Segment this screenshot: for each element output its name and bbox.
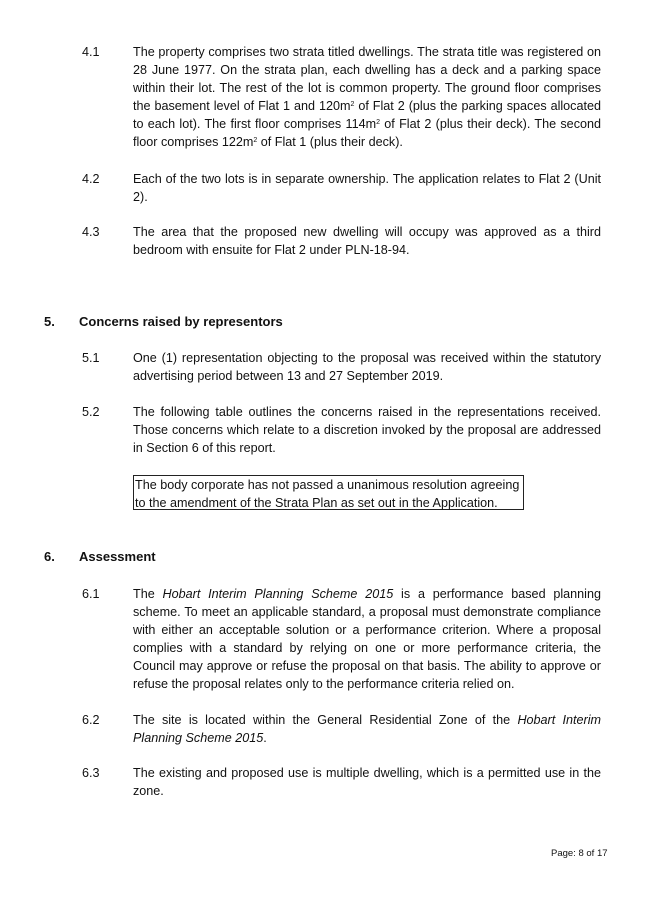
concerns-table-cell: The body corporate has not passed a unanimous resolution agreeing to the amendment of the Strata Plan as set out in the Application. [133,475,524,510]
paragraph-text: The existing and proposed use is multiple dwelling, which is a permitted use in the zone. [133,766,601,798]
section-6-title: Assessment [79,549,156,564]
section-5-title: Concerns raised by representors [79,314,283,329]
paragraph-text: The property comprises two strata titled dwellings. The strata title was registered on 28 June 1977. On the strata plan, each dwelling has a deck and a parking space within their lot. The rest of the lot is common property. The ground floor comprises the basement level of Flat 1 and $120m^2$ of Flat 2 (plus the parking spaces allocated to each lot). The first floor comprises $114m^2$ of Flat 2 (plus their deck). The second floor comprises $122m^2$ of Flat 1 (plus their deck). [133,45,601,149]
paragraph-number: 6.1 [82,587,100,601]
paragraph-text: The site is located within the General Residential Zone of the Hobart Interim Planning Scheme 2015. [133,713,601,745]
paragraph-number: 6.3 [82,766,100,780]
paragraph-number: 4.3 [82,225,100,239]
page-number: Page: 8 of 17 [551,848,608,859]
scheme-title: Hobart Interim Planning Scheme 2015 [133,713,601,745]
paragraph-number: 5.2 [82,405,100,419]
paragraph-number: 4.2 [82,172,100,186]
paragraph-text: The following table outlines the concerns raised in the representations received. Those concerns which relate to a discretion invoked by the proposal are addressed in Section 6 of this report. [133,405,601,455]
paragraph-text: Each of the two lots is in separate ownership. The application relates to Flat 2 (Unit 2). [133,172,601,204]
scheme-title: Hobart Interim Planning Scheme 2015 [162,587,394,601]
paragraph-text: One (1) representation objecting to the proposal was received within the statutory advertising period between 13 and 27 September 2019. [133,351,601,383]
paragraph-text: The area that the proposed new dwelling will occupy was approved as a third bedroom with ensuite for Flat 2 under PLN-18-94. [133,225,601,257]
paragraph-number: 4.1 [82,45,100,59]
paragraph-number: 6.2 [82,713,100,727]
section-6-number: 6. [44,549,55,564]
section-5-number: 5. [44,314,55,329]
paragraph-number: 5.1 [82,351,100,365]
paragraph-text: The Hobart Interim Planning Scheme 2015 is a performance based planning scheme. To meet an applicable standard, a proposal must demonstrate compliance with either an acceptable solution or a performance criterion. Where a proposal complies with a standard by relying on one or more performance criteria, the Council may approve or refuse the proposal on that basis. The ability to approve or refuse the proposal relates only to the performance criteria relied on. [133,587,601,691]
